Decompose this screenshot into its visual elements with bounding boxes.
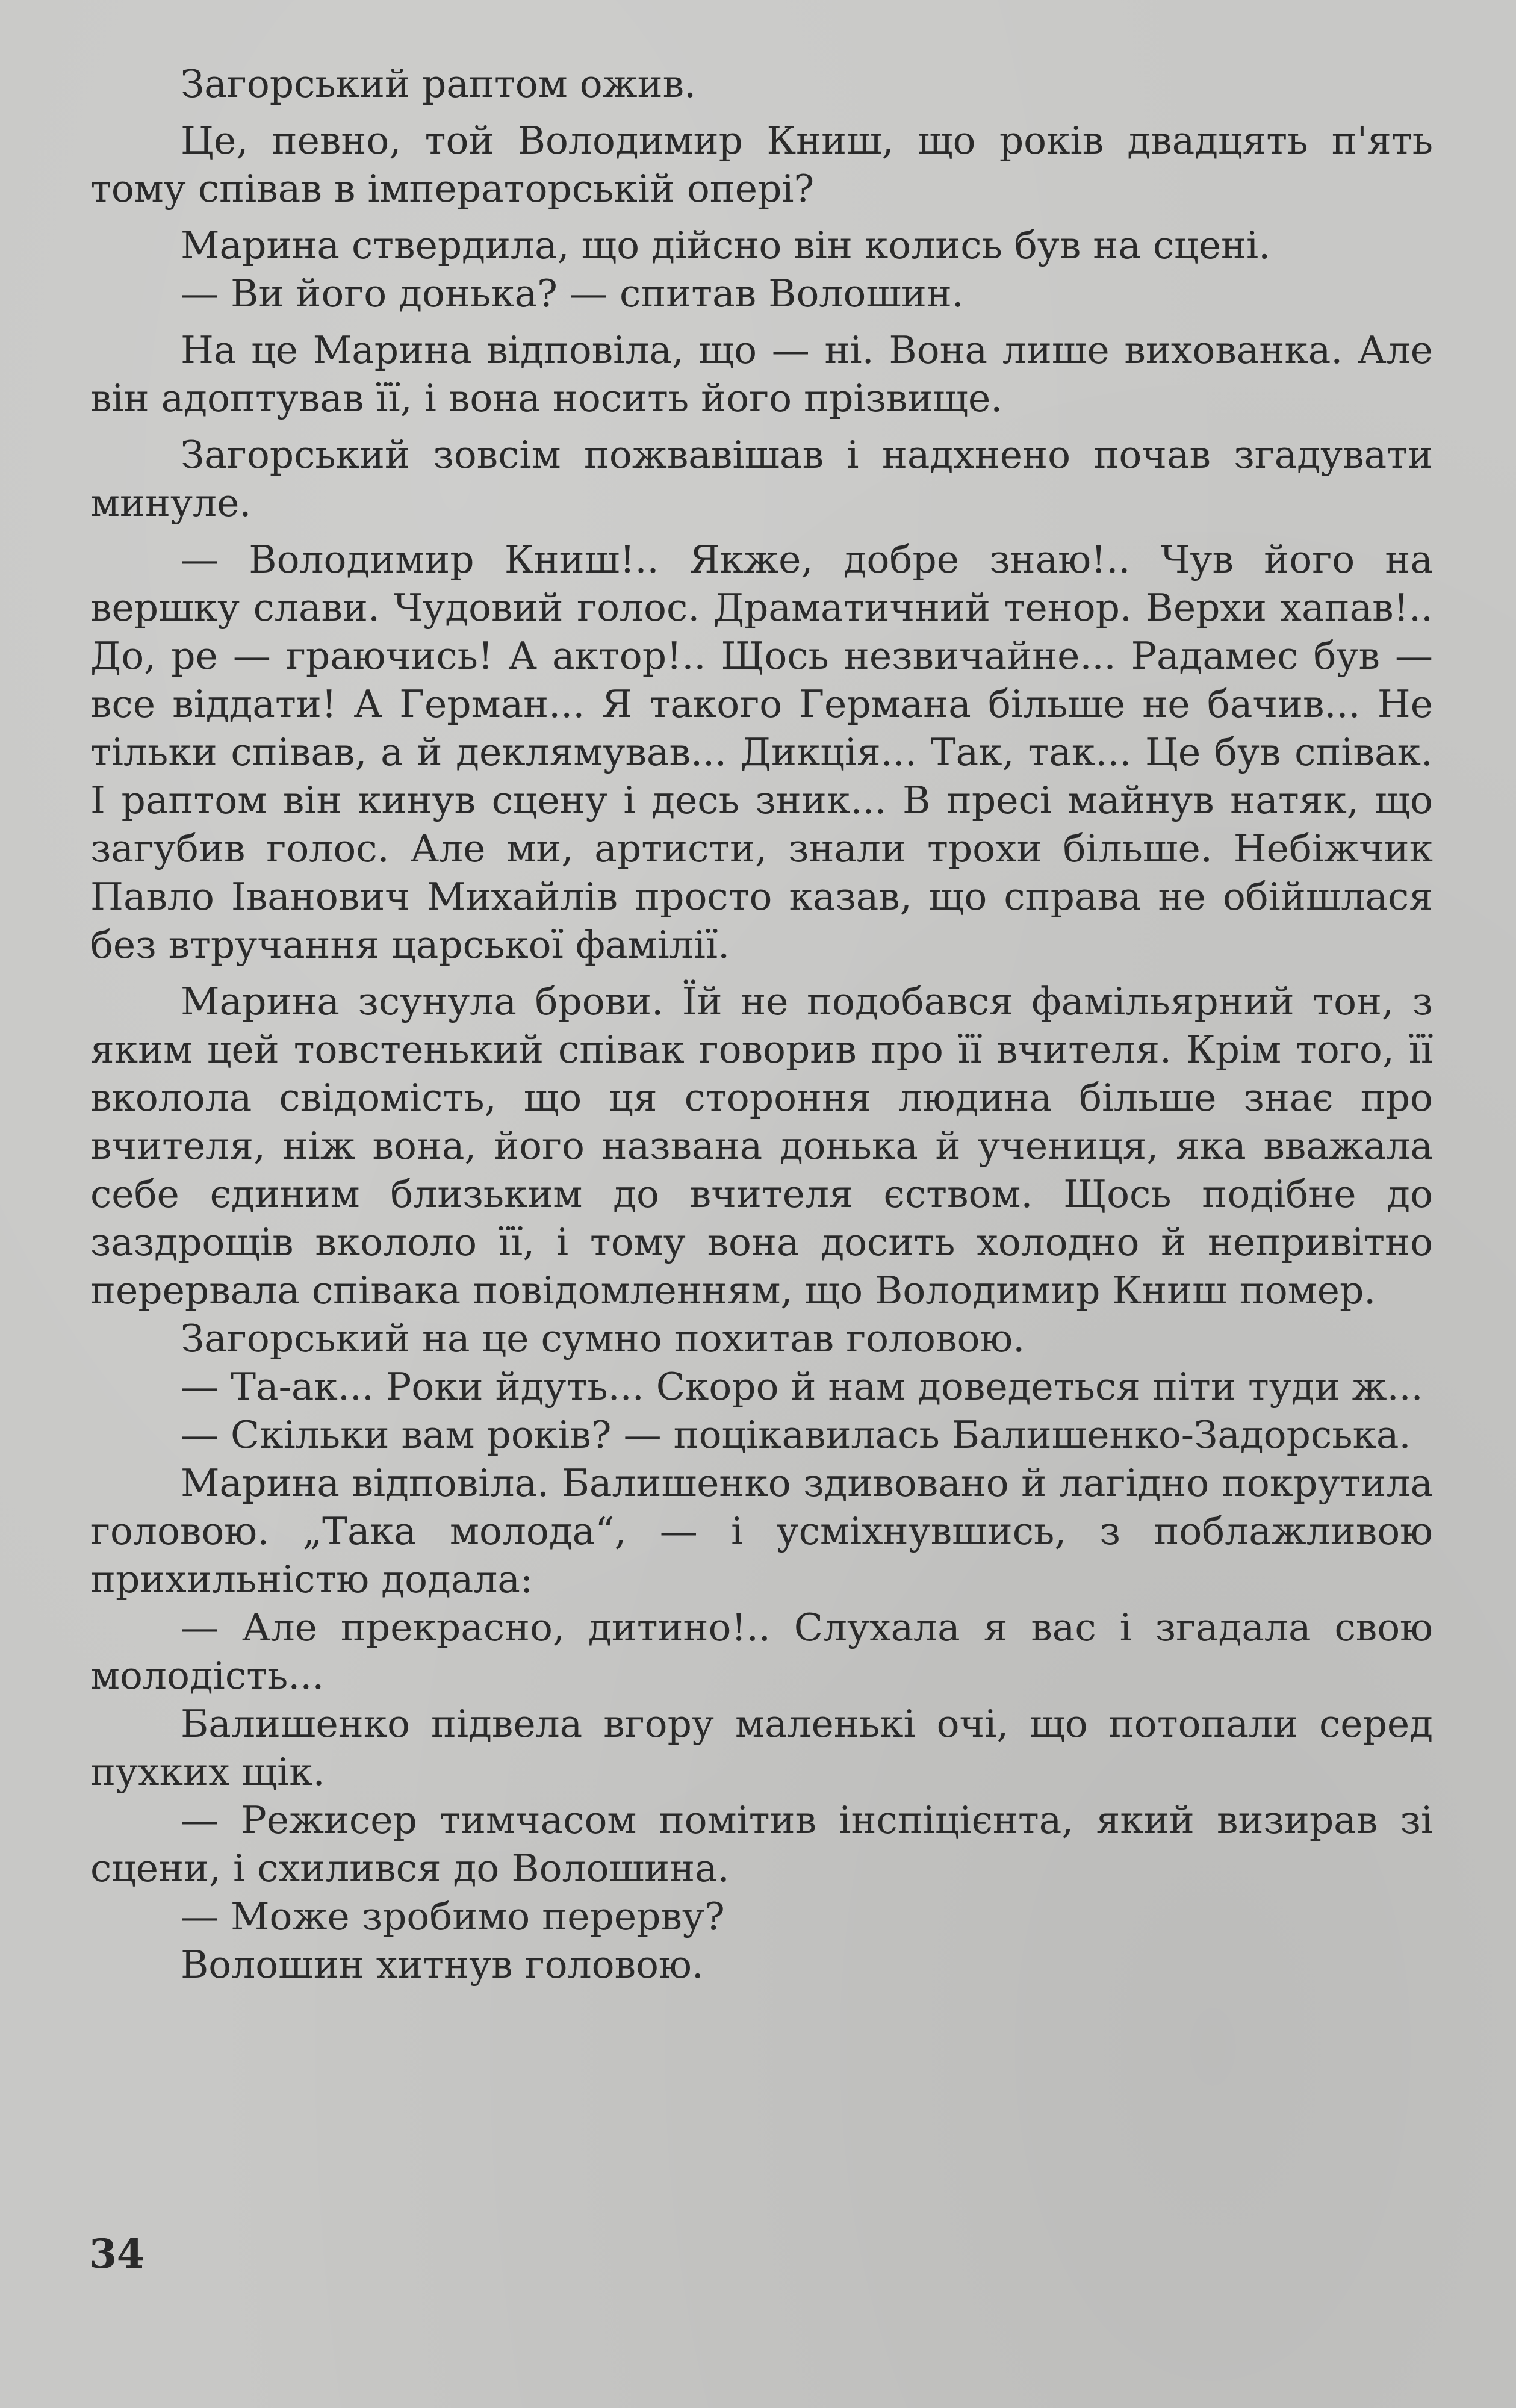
paragraph: Волошин хитнув головою.: [181, 1943, 704, 1987]
paragraph: — Може зробимо перерву?: [181, 1894, 725, 1938]
paragraph: Балишенко підвела вгору маленькі очі, що потопали серед пухких щік.: [90, 1702, 1433, 1794]
paragraph: — Володимир Книш!.. Якже, добре знаю!.. Чув його на вершку слави. Чудовий голос. Драматичний тенор. Верхи хапав!.. До, ре — граючись! А актор!.. Щось незвичайне... Радамес був — все віддати! А Герман... Я такого Германа більше не бачив... Не тільки співав, а й деклямував... Дикція... Так, так... Це був співак. І раптом він кинув сцену і десь зник... В пресі майнув натяк, що загубив голос. Але ми, артисти, знали трохи більше. Небіжчик Павло Іванович Михайлів просто казав, що справа не обійшлася без втручання царської фамілії.: [90, 538, 1433, 967]
page-number: 34: [89, 2230, 144, 2277]
paragraph: Марина ствердила, що дійсно він колись був на сцені.: [181, 223, 1271, 267]
paragraph: Загорський зовсім пожвавішав і надхнено почав згадувати минуле.: [90, 433, 1433, 525]
paragraph: — Але прекрасно, дитино!.. Слухала я вас і згадала свою молодість...: [90, 1606, 1433, 1698]
paragraph: — Ви його донька? — спитав Волошин.: [181, 272, 964, 315]
paragraph: Це, певно, той Володимир Книш, що років двадцять п'ять тому співав в імператорській опері?: [90, 119, 1433, 211]
paragraph: — Та-ак... Роки йдуть... Скоро й нам доведеться піти туди ж...: [181, 1365, 1423, 1409]
paragraph: Марина зсунула брови. Їй не подобався фамільярний тон, з яким цей товстенький співак говорив про її вчителя. Крім того, її вколола свідомість, що ця стороння людина більше знає про вчителя, ніж вона, його названа донька й учениця, яка вважала себе єдиним близьким до вчителя єством. Щось подібне до заздрощів вкололо її, і тому вона досить холодно й непривітно перервала співака повідомленням, що Володимир Книш помер.: [90, 979, 1433, 1312]
paragraph: Загорський раптом ожив.: [181, 62, 697, 106]
paragraph: На це Марина відповіла, що — ні. Вона лише вихованка. Але він адоптував її, і вона носить його прізвище.: [90, 328, 1433, 420]
paragraph: Загорський на це сумно похитав головою.: [181, 1317, 1025, 1361]
body-text: [90, 60, 1433, 1989]
paragraph: — Режисер тимчасом помітив інспіцієнта, який визирав зі сцени, і схилився до Волошина.: [90, 1798, 1433, 1890]
paragraph: Марина відповіла. Балишенко здивовано й лагідно покрутила головою. „Така молода“, — і усміхнувшись, з поблажливою прихильністю додала:: [90, 1461, 1433, 1601]
paragraph: — Скільки вам років? — поцікавилась Балишенко-Задорська.: [181, 1413, 1411, 1457]
